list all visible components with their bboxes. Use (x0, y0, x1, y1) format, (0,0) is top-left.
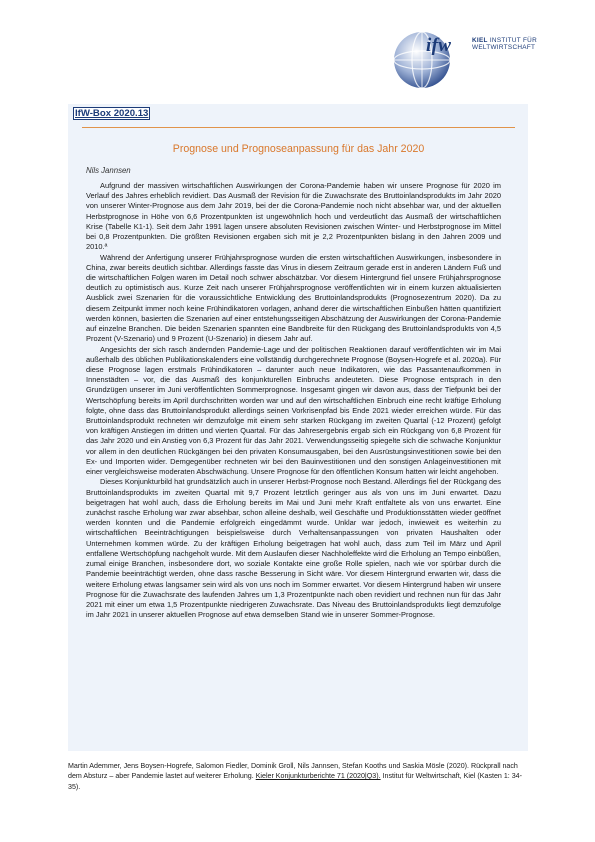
logo-wordmark: ifw (426, 35, 452, 56)
author-name: Nils Jannsen (86, 166, 131, 175)
box-body (86, 181, 501, 620)
logo-institut-text: INSTITUT FÜR (487, 37, 537, 44)
box-title: Prognose und Prognoseanpassung für das Jahr 2020 (172, 143, 425, 155)
title-rule (82, 127, 515, 128)
citation-footer (68, 761, 530, 792)
logo-kiel-text: KIEL (472, 37, 488, 44)
paragraph: Aufgrund der massiven wirtschaftlichen Auswirkungen der Corona-Pandemie haben wir unsere Prognose für 2020 im Verlauf des Jahres erheblich revidiert. Das Ausmaß der Revision für die Zuwachsrate des Bruttoinlandsprodukts im Jahr 2020 von unserer Winter-Prognose aus dem Jahr 2019, bei der die Corona-Pandemie noch nicht absehbar war, und der aktuellen Herbstprognose in Höhe von 6,6 Prozentpunkten ist ungewöhnlich hoch und verdeutlicht das Ausmaß der wirtschaftlichen Krise (Tabelle K1-1). Seit dem Jahr 1991 lagen unsere absoluten Revisionen zwischen Winter- und Herbstprognose im Mittel bei 0,8 Prozentpunkten. Die größten Revisionen ergaben sich mit je 2,2 Prozentpunkten bislang in den Jahren 2009 und 2010.ª (86, 181, 501, 252)
logo-institute-name (472, 37, 537, 51)
citation-link[interactable]: Kieler Konjunkturberichte 71 (2020|Q3). (255, 772, 381, 781)
logo-weltwirtschaft-text: WELTWIRTSCHAFT (472, 44, 536, 52)
citation-source: Institut für Weltwirtschaft, Kiel (Kasten 1: 34-35). (68, 772, 522, 791)
ifw-logo (392, 20, 562, 100)
paragraph: Dieses Konjunkturbild hat grundsätzlich auch in unserer Herbst-Prognose noch Bestand. Allerdings fiel der Rückgang des Bruttoinlandsprodukts im zweiten Quartal mit 9,7 Prozent letztlich geringer aus als von uns im Juni erwartet. Dazu beigetragen hat wohl auch, dass die Erholung bereits im Mai und Juni mehr Kraft entfaltete als von uns erwartet. Eine zunächst rasche Erholung war zwar absehbar, schon alleine deshalb, weil Geschäfte und Produktionsstätten wieder geöffnet werden konnten und die Pandemie erfolgreich eingedämmt wurde. Unklar war jedoch, inwieweit es weiterhin zu wirtschaftlichen Beeinträchtigungen beispielsweise durch Verhaltensanpassungen von privaten Haushalten oder Unternehmen kommen würde. Zu der kräftigen Erholung beigetragen hat wohl auch, dass zum Teil im März und April entfallene Wertschöpfung nachgeholt wurde. Mit dem Auslaufen dieser Nachholeffekte wird die Erholung an Tempo einbüßen, zumal einige Branchen, insbesondere dort, wo soziale Kontakte eine große Rolle spielen, nach wie vor spürbar durch die Pandemie beeinträchtigt werden, ohne dass rasche Besserung in Sicht wäre. Vor diesem Hintergrund erwarten wir, dass die weitere Erholung etwas langsamer sein wird als von uns noch im Sommer erwartet. Vor diesem Hintergrund haben wir unsere Prognose für die Zuwachsrate des laufenden Jahres um 1,3 Prozentpunkte nach oben revidiert und rechnen nun für das Jahr 2021 mit einer um etwa 1,5 Prozentpunkte niedrigeren Zuwachsrate. Das Niveau des Bruttoinlandsprodukts liegt demzufolge im Jahr 2021 in unserer aktuellen Prognose auf etwa demselben Stand wie in unserer Sommer-Prognose. (86, 477, 501, 620)
paragraph: Während der Anfertigung unserer Frühjahrsprognose wurden die ersten wirtschaftlichen Auswirkungen, insbesondere in China, zwar bereits deutlich sichtbar. Allerdings fasste das Virus in diesem Zeitraum gerade erst in anderen Ländern Fuß und die wirtschaftlichen Folgen waren im Detail noch schwer abschätzbar. Vor diesem Hintergrund fiel unsere Frühjahrsprognose deutlich zu optimistisch aus. Kurze Zeit nach unserer Frühjahrsprognose veröffentlichten wir in einem kurzen aktualisierten Ausblick zwei Szenarien für die voraussichtliche Entwicklung des Bruttoinlandsprodukts (Prognosezentrum 2020). Da zu diesem Zeitpunkt immer noch keine Frühindikatoren vorlagen, anhand derer die wirtschaftlichen Einbußen hätten quantifiziert werden können, basierten die Szenarien auf einer entstehungsseitigen Abschätzung der Auswirkungen der Corona-Pandemie auf einzelne Branchen. Die beiden Szenarien spannten eine Bandbreite für den Rückgang des Bruttoinlandsprodukts von 4,5 Prozent (V-Szenario) und 9 Prozent (U-Szenario) in diesem Jahr auf. (86, 252, 501, 344)
box-label: IfW-Box 2020.13 (75, 108, 149, 119)
paragraph: Angesichts der sich rasch ändernden Pandemie-Lage und der politischen Reaktionen darauf veröffentlichten wir im Mai außerhalb des üblichen Publikationskalenders eine vollständig durchgerechnete Prognose (Boysen-Hogrefe et al. 2020a). Für diese Prognose lagen erstmals Frühindikatoren – darunter auch neue Indikatoren, wie das Passantenaufkommen in Innenstädten – vor, die das Ausmaß des konjunkturellen Einbruchs andeuteten. Diese Prognose entsprach in den Grundzügen unserer im Juni veröffentlichten Sommerprognose. Insgesamt gingen wir davon aus, dass der Tiefpunkt bei der Wertschöpfung bereits im April durchschritten worden war und auf den wirtschaftlichen Einbruch eine recht kräftige Erholung folgte, ohne dass das Bruttoinlandsprodukt allerdings seinen Vorkrisenpfad bis Ende 2021 wieder erreichen würde. Für das Bruttoinlandsprodukt rechneten wir demzufolge mit einem sehr starken Rückgang im zweiten Quartal (-12 Prozent) gefolgt von kräftigen Anstiegen im dritten und vierten Quartal. Für das Jahresergebnis ergab sich ein Rückgang von 6,8 Prozent für das Jahr 2020 und ein Anstieg von 6,3 Prozent für das Jahr 2021. Verwendungsseitig spiegelte sich die schwache Konjunktur vor allem in den deutlichen Rückgängen bei den privaten Konsumausgaben, bei den Ausrüstungsinvestitionen sowie bei den Ex- und Importen wider. Demgegenüber rechneten wir bei den Bauinvestitionen und den sonstigen Anlageinvestitionen mit einer vergleichsweise moderaten Abschwächung. Unsere Prognose für den öffentlichen Konsum hatten wir leicht angehoben. (86, 344, 501, 477)
citation-text: Martin Ademmer, Jens Boysen-Hogrefe, Salomon Fiedler, Dominik Groll, Nils Jannsen, Stefan Kooths und Saskia Mösle (2020). Rückprall nach dem Absturz – aber Pandemie lastet auf weiterer Erholung. (68, 762, 518, 781)
